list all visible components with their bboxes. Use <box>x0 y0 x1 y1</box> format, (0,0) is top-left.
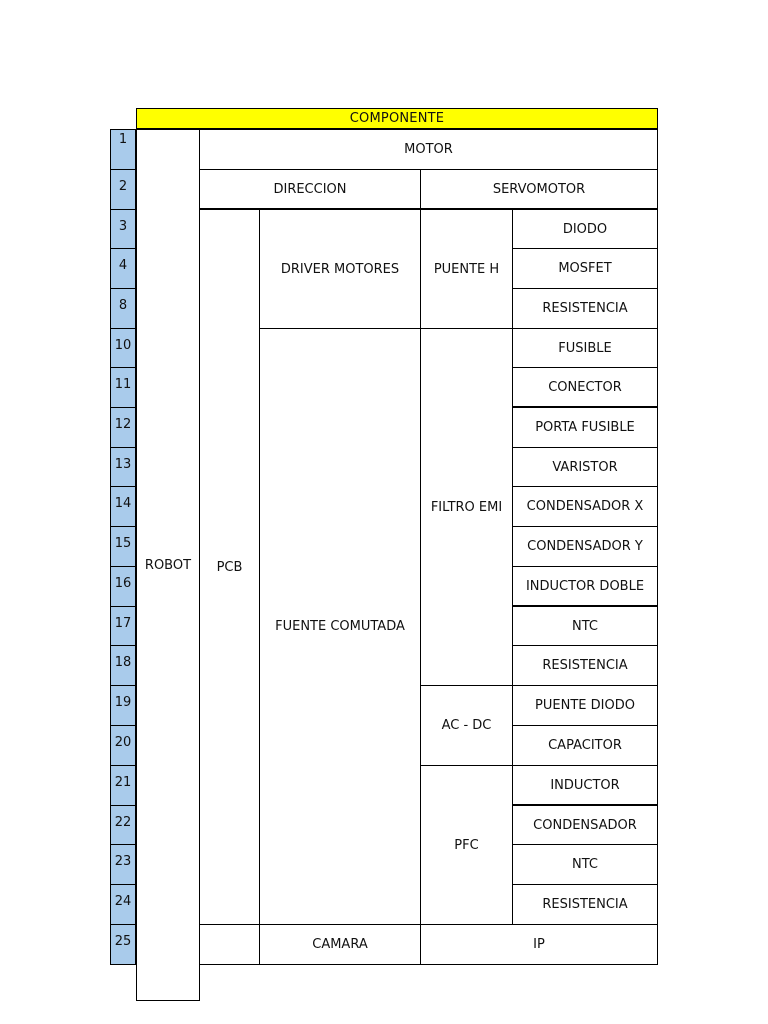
cell-robot[interactable]: ROBOT <box>136 129 200 1001</box>
row-number[interactable]: 15 <box>110 526 136 567</box>
cell-puente-diodo[interactable]: PUENTE DIODO <box>512 685 658 726</box>
row-number[interactable]: 17 <box>110 606 136 647</box>
row-number[interactable]: 12 <box>110 407 136 448</box>
cell-row25-b[interactable] <box>199 924 260 965</box>
cell-ntc[interactable]: NTC <box>512 606 658 646</box>
row-number[interactable]: 2 <box>110 169 136 210</box>
cell-driver-motores[interactable]: DRIVER MOTORES <box>259 209 421 329</box>
cell-puente-h[interactable]: PUENTE H <box>420 209 513 329</box>
row-number[interactable]: 20 <box>110 725 136 766</box>
cell-condensador-y[interactable]: CONDENSADOR Y <box>512 526 658 567</box>
row-number[interactable]: 10 <box>110 328 136 369</box>
cell-resistencia[interactable]: RESISTENCIA <box>512 288 658 329</box>
cell-ntc[interactable]: NTC <box>512 844 658 885</box>
cell-camara[interactable]: CAMARA <box>259 924 421 965</box>
row-number[interactable]: 14 <box>110 486 136 527</box>
cell-pfc[interactable]: PFC <box>420 765 513 925</box>
cell-resistencia[interactable]: RESISTENCIA <box>512 645 658 686</box>
cell-direccion[interactable]: DIRECCION <box>199 169 421 210</box>
cell-mosfet[interactable]: MOSFET <box>512 248 658 289</box>
cell-capacitor[interactable]: CAPACITOR <box>512 725 658 766</box>
row-number[interactable]: 25 <box>110 924 136 965</box>
row-number[interactable]: 16 <box>110 566 136 607</box>
cell-filtro-emi[interactable]: FILTRO EMI <box>420 328 513 686</box>
cell-varistor[interactable]: VARISTOR <box>512 447 658 487</box>
row-number[interactable]: 3 <box>110 209 136 250</box>
row-number[interactable]: 22 <box>110 805 136 846</box>
row-number[interactable]: 8 <box>110 288 136 329</box>
cell-servomotor[interactable]: SERVOMOTOR <box>420 169 658 210</box>
row-number[interactable]: 21 <box>110 765 136 806</box>
cell-pcb[interactable]: PCB <box>199 209 260 925</box>
cell-inductor[interactable]: INDUCTOR <box>512 765 658 806</box>
cell-porta-fusible[interactable]: PORTA FUSIBLE <box>512 407 658 448</box>
row-number[interactable]: 1 <box>110 129 136 170</box>
cell-condensador-x[interactable]: CONDENSADOR X <box>512 486 658 527</box>
cell-conector[interactable]: CONECTOR <box>512 367 658 408</box>
cell-ip[interactable]: IP <box>420 924 658 965</box>
cell-diodo[interactable]: DIODO <box>512 209 658 249</box>
cell-resistencia[interactable]: RESISTENCIA <box>512 884 658 925</box>
cell-fusible[interactable]: FUSIBLE <box>512 328 658 368</box>
cell-fuente-comutada[interactable]: FUENTE COMUTADA <box>259 328 421 925</box>
cell-ac-dc[interactable]: AC - DC <box>420 685 513 766</box>
row-number[interactable]: 18 <box>110 645 136 686</box>
cell-inductor-doble[interactable]: INDUCTOR DOBLE <box>512 566 658 607</box>
cell-motor[interactable]: MOTOR <box>199 129 658 170</box>
header-componente[interactable]: COMPONENTE <box>136 108 658 129</box>
row-number[interactable]: 24 <box>110 884 136 925</box>
row-number[interactable]: 19 <box>110 685 136 726</box>
row-number[interactable]: 23 <box>110 844 136 885</box>
cell-condensador[interactable]: CONDENSADOR <box>512 805 658 845</box>
row-number[interactable]: 4 <box>110 248 136 289</box>
row-number[interactable]: 13 <box>110 447 136 488</box>
row-number[interactable]: 11 <box>110 367 136 408</box>
